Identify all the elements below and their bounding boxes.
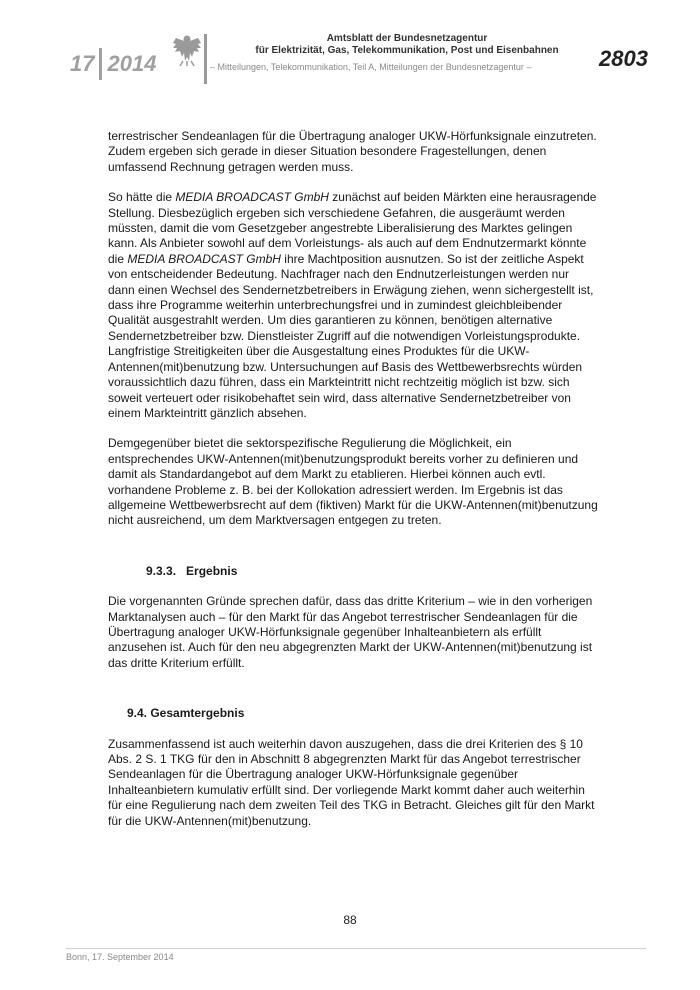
document-body bbox=[108, 129, 598, 844]
paragraph-2-part-c: ihre Machtposition ausnutzen. So ist der zeitliche Aspekt von entscheidender Bedeutung. Nachfrager nach den Endnutzerleistungen werden nur dann einen Wechsel des Sendernetzbetreibers in Erwägung ziehen, wenn sichergestellt ist, dass ihre Programme weiterhin unterbrechungsfrei und in zumindest gleichbleibender Qualität ausgestrahlt werden. Um dies garantieren zu können, benötigen alternative Sendernetzbetreiber bzw. Dienstleister Zugriff auf die notwendigen Vorleistungsprodukte. Langfristige Streitigkeiten über die Ausgestaltung eines Produktes für die UKW-Antennen(mit)benutzung bzw. Untersuchungen auf Basis des Wettbewerbsrechts würden voraussichtlich dazu führen, dass ein Markteintritt nicht rechtzeitig möglich ist bzw. sich soweit verteuert oder risikobehaftet sein wird, dass alternative Sendernetzbetreiber von einem Markteintritt gänzlich absehen. bbox=[108, 251, 594, 420]
heading-9-4: 9.4. Gesamtergebnis bbox=[127, 706, 245, 721]
paragraph-3: Demgegenüber bietet die sektorspezifische Regulierung die Möglichkeit, ein entsprechendes UKW-Antennen(mit)benutzungsprodukt bereits vorher zu definieren und damit als Standardangebot auf dem Markt zu etablieren. Hierbei können auch evtl. vorhandene Probleme z. B. bei der Kollokation adressiert werden. Im Ergebnis ist das allgemeine Wettbewerbsrecht auf dem (fiktiven) Markt für die UKW-Antennen(mit)benutzung nicht ausreichend, um dem Marktversagen entgegen zu treten. bbox=[108, 436, 598, 528]
header-divider bbox=[204, 34, 207, 84]
paragraph-2 bbox=[108, 190, 598, 421]
page-header bbox=[0, 0, 700, 90]
paragraph-2-part-b: zunächst auf beiden Märkten eine herausragende Stellung. Diesbezüglich ergeben sich verschiedene Gefahren, die ausgeräumt werden müssten, damit die vom Gesetzgeber angestrebte Liberalisierung des Marktes gelingen kann. Als Anbieter sowohl auf dem Vorleistungs- als auch auf dem Endnutzermarkt könnte die bbox=[108, 190, 597, 266]
issue-separator bbox=[99, 48, 102, 80]
federal-eagle-icon bbox=[172, 33, 202, 67]
footer-divider bbox=[66, 948, 646, 949]
publication-title bbox=[212, 33, 602, 57]
heading-9-3-3: 9.3.3. Ergebnis bbox=[146, 563, 238, 578]
footer-date: Bonn, 17. September 2014 bbox=[66, 952, 174, 962]
publication-subtitle: – Mitteilungen, Telekommunikation, Teil A, Mitteilungen der Bundesnetzagentur – bbox=[210, 62, 532, 72]
issue-year: 2014 bbox=[107, 51, 157, 76]
publication-title-line1: Amtsblatt der Bundesnetzagentur bbox=[326, 33, 488, 44]
company-name: MEDIA BROADCAST GmbH bbox=[127, 251, 281, 266]
paragraph-5: Zusammenfassend ist auch weiterhin davon auszugehen, dass die drei Kriterien des § 10 Abs. 2 S. 1 TKG für den in Abschnitt 8 abgegrenzten Markt für das Angebot terrestrischer Sendeanlagen für die Übertragung analoger UKW-Hörfunksignale gegenüber Inhalteanbietern kumulativ erfüllt sind. Der vorliegende Markt kommt daher auch weiterhin für eine Regulierung nach dem zweiten Teil des TKG in Betracht. Gleiches gilt für den Markt für die UKW-Antennen(mit)benutzung. bbox=[108, 736, 595, 828]
issue-number: 17 bbox=[70, 51, 95, 76]
footer-page-number: 88 bbox=[343, 913, 357, 927]
paragraph-1: terrestrischer Sendeanlagen für die Übertragung analoger UKW-Hörfunksignale einzutreten. Zudem ergeben sich gerade in dieser Situation besondere Fragestellungen, denen umfassend Rechnung getragen werden muss. bbox=[108, 129, 597, 174]
paragraph-4: Die vorgenannten Gründe sprechen dafür, dass das dritte Kriterium – wie in den vorherigen Marktanalysen auch – für den Markt für das Angebot terrestrischer Sendeanlagen für die Übertragung analoger UKW-Hörfunksignale gegenüber Inhalteanbietern als erfüllt anzusehen ist. Auch für den neu abgegrenzten Markt der UKW-Antennen(mit)benutzung ist das dritte Kriterium erfüllt. bbox=[108, 594, 593, 670]
header-page-number: 2803 bbox=[599, 46, 648, 71]
issue-label bbox=[70, 48, 156, 80]
paragraph-2-part-a: So hätte die bbox=[108, 190, 176, 205]
company-name: MEDIA BROADCAST GmbH bbox=[175, 190, 329, 205]
publication-title-line2: für Elektrizität, Gas, Telekommunikation, Post und Eisenbahnen bbox=[255, 45, 559, 56]
